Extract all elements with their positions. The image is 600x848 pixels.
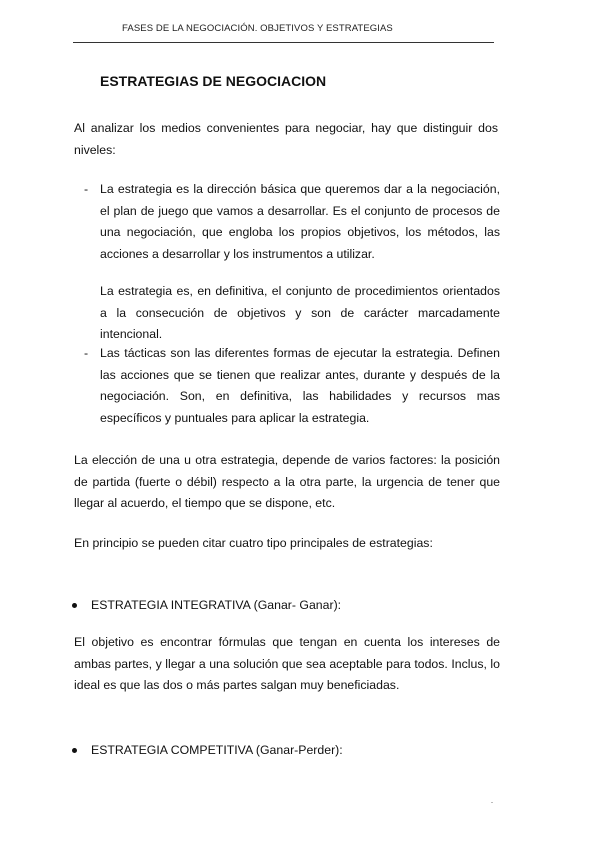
level-text: Las tácticas son las diferentes formas de ejecutar la estrategia. Definen las acciones que se tienen que realizar antes, durante y después de la negociación. Son, en definitiva, las habilidades y recursos mas específicos y puntuales para aplicar la estrategia. — [100, 346, 500, 425]
bullet-icon — [72, 748, 77, 753]
level-text: La estrategia es la dirección básica que queremos dar a la negociación, el plan de juego que vamos a desarrollar. Es el conjunto de procesos de una negociación, que engloba los propios objetivos, los métodos, las acciones a desarrollar y los instrumentos a utilizar. — [100, 182, 500, 261]
section-title: ESTRATEGIAS DE NEGOCIACION — [100, 73, 327, 89]
strategy-label: ESTRATEGIA COMPETITIVA (Ganar-Perder): — [91, 743, 343, 757]
bullet-icon — [72, 603, 77, 608]
integrative-objective-paragraph: El objetivo es encontrar fórmulas que tengan en cuenta los intereses de ambas partes, y llegar a una solución que sea aceptable para todos. Inclus, lo ideal es que las dos o más partes salgan muy beneficiadas. — [74, 635, 500, 692]
principle-paragraph: En principio se pueden citar cuatro tipo principales de estrategias: — [74, 536, 433, 550]
running-header: FASES DE LA NEGOCIACIÓN. OBJETIVOS Y ESTRATEGIAS — [122, 23, 393, 34]
dash-marker: - — [84, 346, 89, 360]
intro-paragraph: Al analizar los medios convenientes para negociar, hay que distinguir dos niveles: — [74, 121, 498, 157]
strategy-definition-paragraph: La estrategia es, en definitiva, el conjunto de procedimientos orientados a la consecución de objetivos y son de carácter marcadamente intencional. — [100, 284, 500, 341]
footer-mark — [491, 802, 493, 803]
header-divider — [73, 42, 494, 43]
election-paragraph: La elección de una u otra estrategia, depende de varios factores: la posición de partida (fuerte o débil) respecto a la otra parte, la urgencia de tener que llegar al acuerdo, el tiempo que se dispone, etc. — [74, 453, 500, 510]
dash-marker: - — [84, 182, 89, 196]
strategy-label: ESTRATEGIA INTEGRATIVA (Ganar- Ganar): — [91, 598, 342, 612]
